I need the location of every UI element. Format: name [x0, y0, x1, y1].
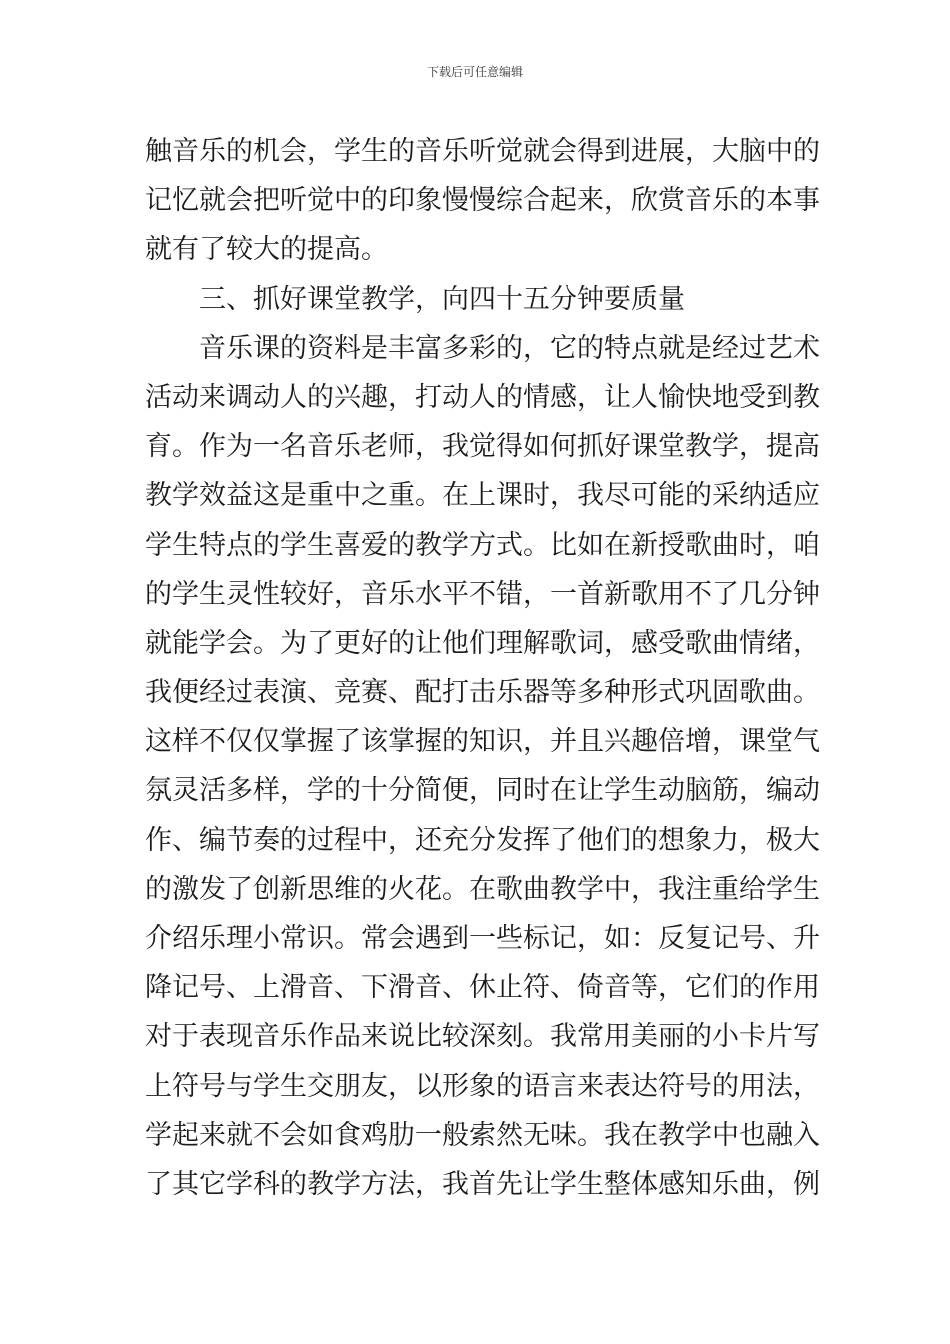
text-line: 触音乐的机会，学生的音乐听觉就会得到进展，大脑中的 [145, 136, 820, 167]
body-text [145, 127, 820, 1209]
text-line: 学生特点的学生喜爱的教学方式。比如在新授歌曲时，咱 [145, 529, 820, 561]
text-line: 了其它学科的教学方法，我首先让学生整体感知乐曲，例 [145, 1168, 820, 1200]
text-line: 教学效益这是重中之重。在上课时，我尽可能的采纳适应 [145, 480, 820, 512]
text-line: 上符号与学生交朋友，以形象的语言来表达符号的用法， [145, 1070, 820, 1102]
text-line: 记忆就会把听觉中的印象慢慢综合起来，欣赏音乐的本事 [145, 185, 820, 217]
text-line: 这样不仅仅掌握了该掌握的知识，并且兴趣倍增，课堂气 [145, 726, 820, 758]
page-header: 下载后可任意编辑 [426, 65, 523, 79]
text-line: 育。作为一名音乐老师，我觉得如何抓好课堂教学，提高 [145, 431, 820, 463]
text-line: 三、抓好课堂教学，向四十五分钟要质量 [199, 283, 685, 315]
text-line: 对于表现音乐作品来说比较深刻。我常用美丽的小卡片写 [145, 1021, 820, 1053]
text-line: 就能学会。为了更好的让他们理解歌词，感受歌曲情绪， [145, 627, 820, 659]
text-line: 的学生灵性较好，音乐水平不错，一首新歌用不了几分钟 [145, 578, 820, 610]
text-line: 氛灵活多样，学的十分简便，同时在让学生动脑筋，编动 [145, 775, 820, 807]
text-line: 作、编节奏的过程中，还充分发挥了他们的想象力，极大 [145, 824, 820, 856]
text-line: 活动来调动人的兴趣，打动人的情感，让人愉快地受到教 [145, 381, 820, 413]
text-line: 降记号、上滑音、下滑音、休止符、倚音等，它们的作用 [145, 972, 820, 1004]
text-line: 就有了较大的提高。 [145, 234, 388, 266]
text-line: 介绍乐理小常识。常会遇到一些标记，如：反复记号、升 [145, 923, 820, 954]
text-line: 我便经过表演、竞赛、配打击乐器等多种形式巩固歌曲。 [145, 677, 820, 709]
text-line: 学起来就不会如食鸡肋一般索然无味。我在教学中也融入 [145, 1119, 820, 1151]
text-line: 音乐课的资料是丰富多彩的，它的特点就是经过艺术 [199, 332, 820, 364]
text-line: 的激发了创新思维的火花。在歌曲教学中，我注重给学生 [145, 873, 820, 905]
